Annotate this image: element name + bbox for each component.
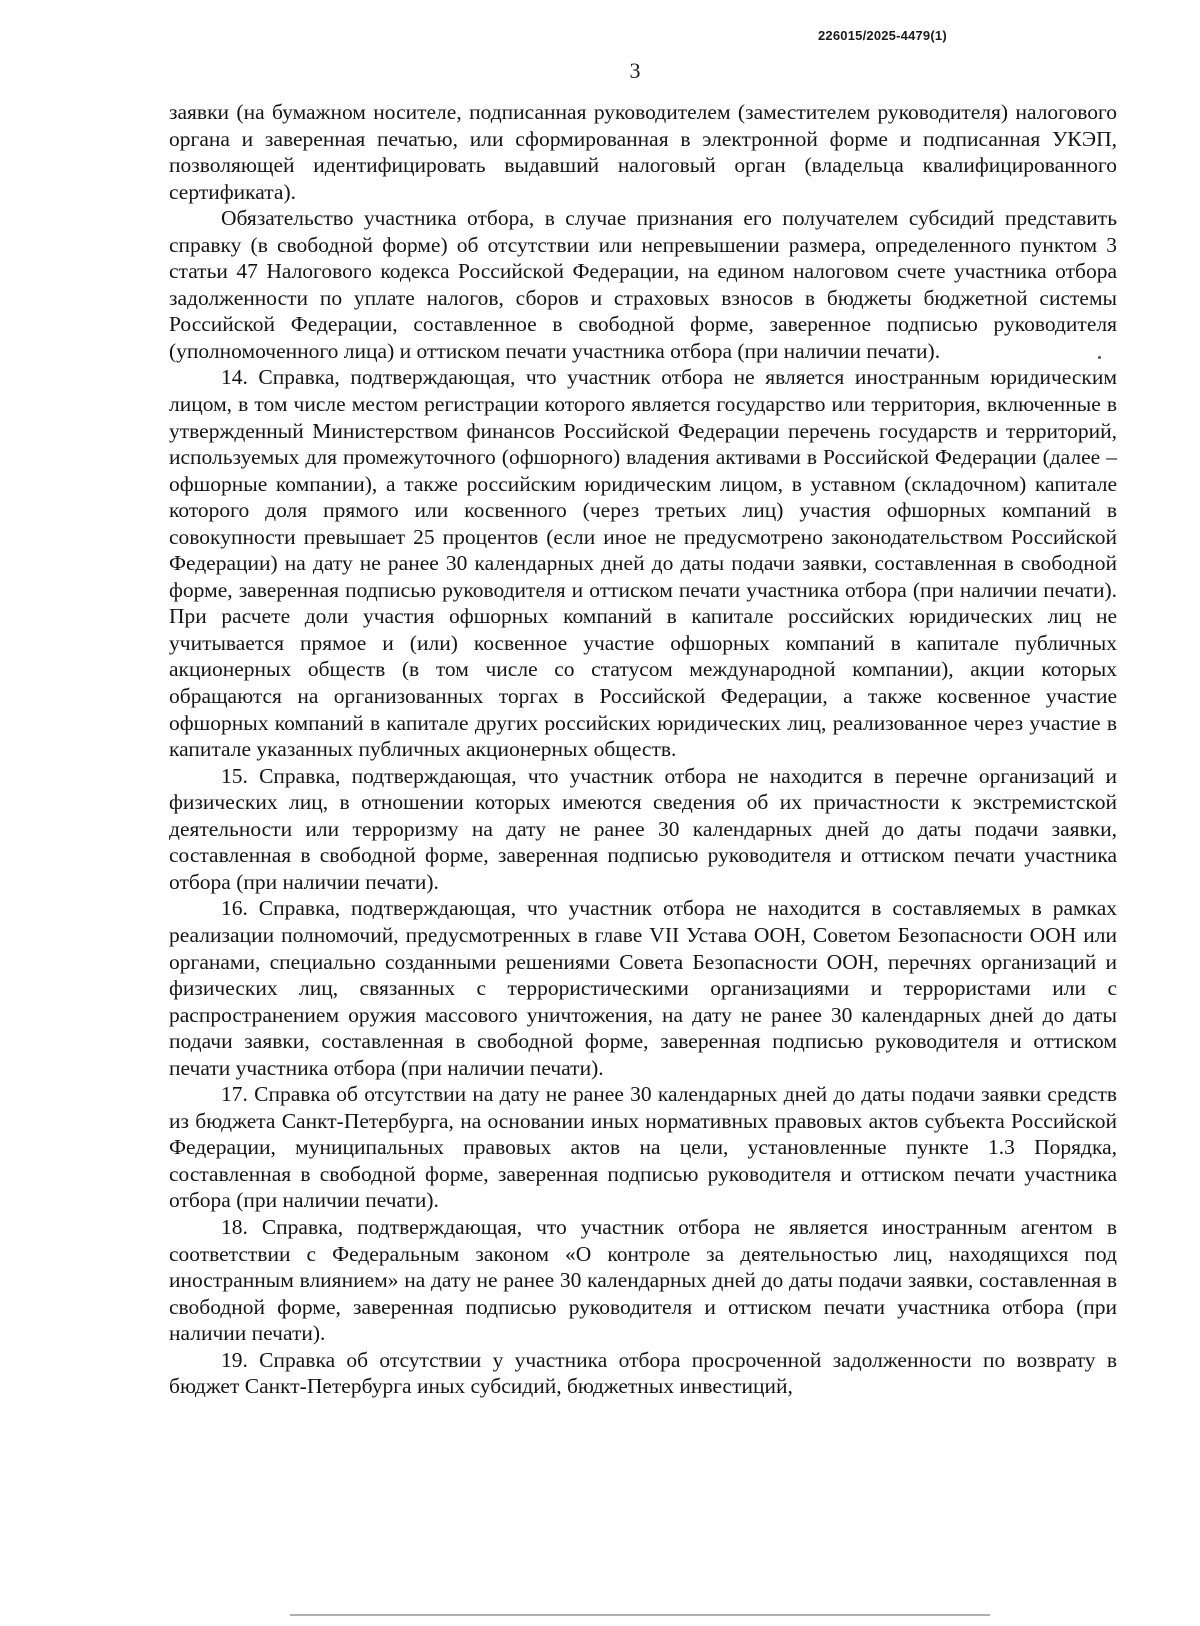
paragraph-item-18: 18. Справка, подтверждающая, что участник отбора не является иностранным агентом в соответствии с Федеральным законом «О контроле за деятельностью лиц, находящихся под иностранным влиянием» на дату не ранее 30 календарных дней до даты подачи заявки, составленная в свободной форме, заверенная подписью руководителя и оттиском печати участника отбора (при наличии печати). [169,1214,1117,1346]
paragraph-item-19: 19. Справка об отсутствии у участника отбора просроченной задолженности по возврату в бюджет Санкт-Петербурга иных субсидий, бюджетных инвестиций, [169,1347,1117,1399]
paragraph-item-15: 15. Справка, подтверждающая, что участник отбора не находится в перечне организаций и физических лиц, в отношении которых имеются сведения об их причастности к экстремистской деятельности или терроризму на дату не ранее 30 календарных дней до даты подачи заявки, составленная в свободной форме, заверенная подписью руководителя и оттиском печати участника отбора (при наличии печати). [169,763,1117,894]
paragraph-item-14: 14. Справка, подтверждающая, что участник отбора не является иностранным юридическим лицом, в том числе местом регистрации которого является государство или территория, включенные в утвержденный Министерством финансов Российской Федерации перечень государств и территорий, используемых для промежуточного (офшорного) владения активами в Российской Федерации (далее – офшорные компании), а также российским юридическим лицом, в уставном (складочном) капитале которого доля прямого или косвенного (через третьих лиц) участия офшорных компаний в совокупности превышает 25 процентов (если иное не предусмотрено законодательством Российской Федерации) на дату не ранее 30 календарных дней до даты подачи заявки, составленная в свободной форме, заверенная подписью руководителя и оттиском печати участника отбора (при наличии печати). При расчете доли участия офшорных компаний в капитале российских юридических лиц не учитывается прямое и (или) косвенное участие офшорных компаний в капитале публичных акционерных обществ (в том числе со статусом международной компании), акции которых обращаются на организованных торгах в Российской Федерации, а также косвенное участие офшорных компаний в капитале других российских юридических лиц, реализованное через участие в капитале указанных публичных акционерных обществ. [169,365,1117,762]
page-number: 3 [629,58,641,83]
paragraph-item-17: 17. Справка об отсутствии на дату не ранее 30 календарных дней до даты подачи заявки средств из бюджета Санкт-Петербурга, на основании иных нормативных правовых актов субъекта Российской Федерации, муниципальных правовых актов на цели, установленные пункте 1.3 Порядка, составленная в свободной форме, заверенная подписью руководителя и оттиском печати участника отбора (при наличии печати). [169,1082,1117,1213]
scan-artifact-dot [1098,356,1101,359]
scan-artifact-line [290,1614,990,1616]
paragraph-obligation: Обязательство участника отбора, в случае признания его получателем субсидий представить справку (в свободной форме) об отсутствии или непревышении размера, определенного пунктом 3 статьи 47 Налогового кодекса Российской Федерации, на едином налоговом счете участника отбора задолженности по уплате налогов, сборов и страховых взносов в бюджеты бюджетной системы Российской Федерации, составленное в свободной форме, заверенное подписью руководителя (уполномоченного лица) и оттиском печати участника отбора (при наличии печати). [169,206,1117,363]
paragraph-item-16: 16. Справка, подтверждающая, что участник отбора не находится в составляемых в рамках реализации полномочий, предусмотренных в главе VII Устава ООН, Советом Безопасности ООН или органами, специально созданными решениями Совета Безопасности ООН, перечнях организаций и физических лиц, связанных с террористическими организациями и террористами или с распространением оружия массового уничтожения, на дату не ранее 30 календарных дней до даты подачи заявки, составленная в свободной форме, заверенная подписью руководителя и оттиском печати участника отбора (при наличии печати). [169,896,1117,1080]
document-body [169,99,1117,1400]
paragraph-continuation: заявки (на бумажном носителе, подписанная руководителем (заместителем руководителя) налогового органа и заверенная печатью, или сформированная в электронной форме и подписанная УКЭП, позволяющей идентифицировать выдавший налоговый орган (владельца квалифицированного сертификата). [169,100,1117,204]
document-registration-number: 226015/2025-4479(1) [818,28,947,43]
